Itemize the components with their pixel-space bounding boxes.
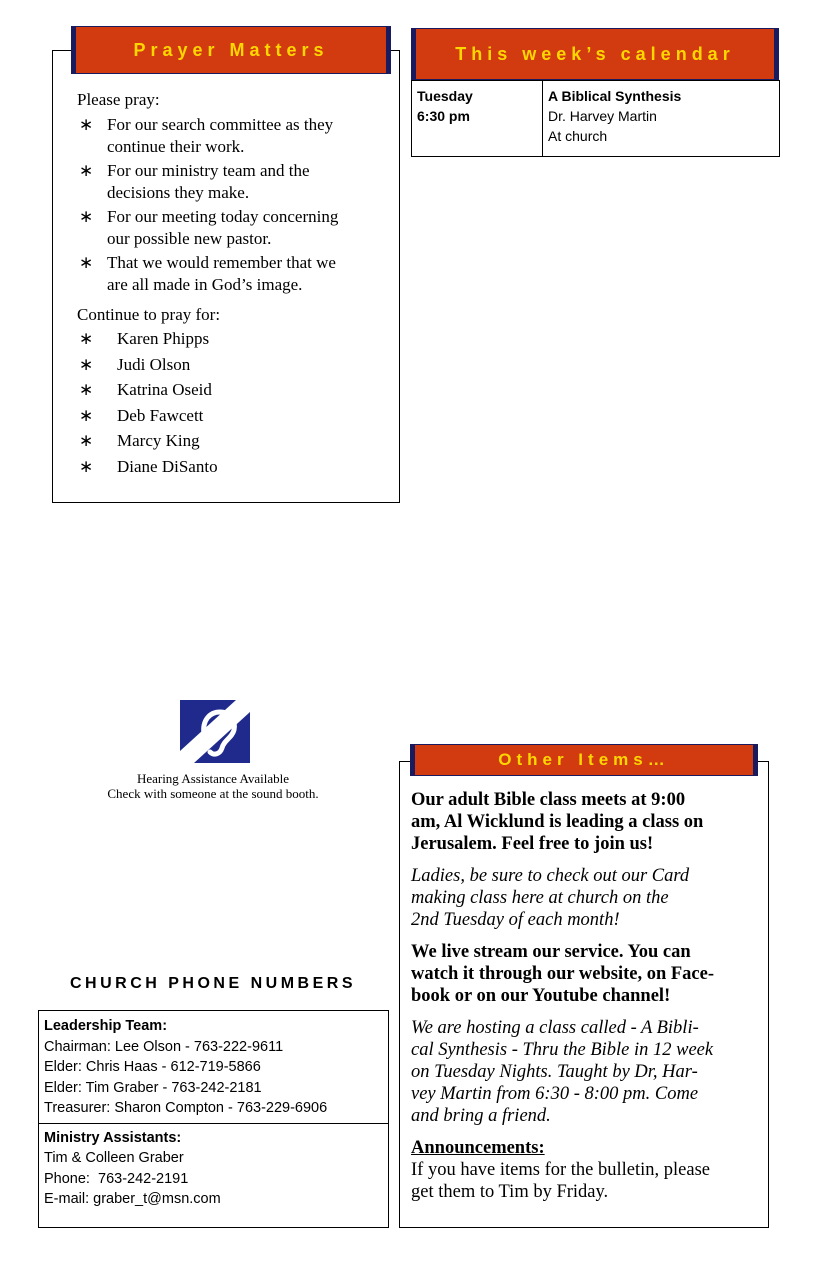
paragraph-line: get them to Tim by Friday. bbox=[411, 1182, 609, 1202]
prayer-item bbox=[77, 114, 387, 158]
prayer-name bbox=[77, 328, 387, 350]
leadership-number: 763-222-9611 bbox=[193, 1038, 284, 1055]
other-content bbox=[411, 789, 766, 1203]
prayer-item-line: For our meeting today concerning bbox=[107, 207, 339, 226]
asterisk-icon: ∗ bbox=[79, 354, 94, 374]
paragraph-line: 2nd Tuesday of each month! bbox=[411, 910, 620, 930]
paragraph-line: watch it through our website, on Face- bbox=[411, 964, 715, 984]
asterisk-icon: ∗ bbox=[79, 380, 94, 399]
prayer-name-text: Marcy King bbox=[117, 431, 200, 450]
prayer-name-text: Karen Phipps bbox=[117, 329, 210, 348]
leadership-number: 763-229-6906 bbox=[236, 1100, 328, 1116]
announcements-paragraph bbox=[411, 1137, 766, 1203]
leadership-role: Treasurer: Sharon Compton bbox=[44, 1100, 224, 1116]
prayer-item-line: For our search committee as they bbox=[107, 115, 334, 134]
prayer-item-line: That we would remember that we bbox=[107, 253, 336, 272]
leadership-role: Elder: Tim Graber bbox=[44, 1079, 159, 1096]
hearing-assistance-icon-graphic bbox=[180, 700, 250, 763]
hearing-line-2: Check with someone at the sound booth. bbox=[107, 786, 319, 801]
prayer-title: Prayer Matters bbox=[133, 40, 329, 60]
paragraph-line: We live stream our service. You can bbox=[411, 942, 691, 962]
paragraph-line: Jerusalem. Feel free to join us! bbox=[411, 834, 654, 854]
prayer-name-text: Deb Fawcett bbox=[117, 405, 204, 425]
calendar-time: 6:30 pm bbox=[417, 108, 470, 124]
synthesis-class-paragraph bbox=[411, 1017, 766, 1127]
calendar-event bbox=[543, 81, 780, 157]
ministry-phone: Phone: 763-242-2191 bbox=[44, 1170, 189, 1187]
calendar-table bbox=[411, 80, 780, 157]
prayer-intro: Please pray: bbox=[77, 90, 160, 109]
leadership-section bbox=[39, 1011, 388, 1124]
phone-heading: CHURCH PHONE NUMBERS bbox=[69, 975, 356, 992]
paragraph-line: Our adult Bible class meets at 9:00 bbox=[411, 790, 686, 810]
prayer-name-text: Katrina Oseid bbox=[117, 380, 212, 399]
prayer-item-line: decisions they make. bbox=[107, 183, 250, 202]
prayer-banner bbox=[71, 26, 391, 74]
announcements-label: Announcements: bbox=[411, 1138, 545, 1158]
asterisk-icon: ∗ bbox=[79, 431, 94, 450]
paragraph-line: Ladies, be sure to check out our Card bbox=[411, 866, 690, 886]
hearing-text bbox=[63, 771, 363, 801]
asterisk-icon: ∗ bbox=[79, 456, 94, 476]
paragraph-line: and bring a friend. bbox=[411, 1106, 551, 1126]
ministry-section bbox=[39, 1124, 388, 1214]
prayer-name bbox=[77, 379, 387, 401]
other-banner bbox=[410, 744, 758, 776]
prayer-name-text: Diane DiSanto bbox=[117, 456, 218, 476]
leadership-row: Elder: Tim Graber - 763-242-2181 bbox=[44, 1079, 262, 1096]
calendar-banner bbox=[411, 28, 779, 80]
prayer-content bbox=[77, 89, 387, 481]
phone-box bbox=[38, 1010, 389, 1228]
paragraph-line: making class here at church on the bbox=[411, 888, 669, 908]
calendar-when bbox=[412, 81, 543, 157]
prayer-item bbox=[77, 206, 387, 250]
live-stream-paragraph bbox=[411, 941, 766, 1007]
calendar-title: This week’s calendar bbox=[455, 44, 735, 64]
paragraph-line: If you have items for the bulletin, please bbox=[411, 1160, 710, 1180]
paragraph-line: cal Synthesis - Thru the Bible in 12 week bbox=[411, 1040, 714, 1060]
paragraph-line: am, Al Wicklund is leading a class on bbox=[411, 812, 704, 832]
paragraph-line: book or on our Youtube channel! bbox=[411, 986, 671, 1006]
asterisk-icon: ∗ bbox=[79, 115, 94, 134]
calendar-event-title: A Biblical Synthesis bbox=[548, 88, 682, 104]
leadership-row: Chairman: Lee Olson - 763-222-9611 bbox=[44, 1038, 284, 1055]
prayer-item-line: are all made in God’s image. bbox=[107, 275, 303, 294]
prayer-name-text: Judi Olson bbox=[117, 354, 191, 374]
prayer-name bbox=[77, 456, 387, 478]
prayer-item bbox=[77, 252, 387, 296]
paragraph-line: on Tuesday Nights. Taught by Dr, Har- bbox=[411, 1062, 698, 1082]
asterisk-icon: ∗ bbox=[79, 161, 94, 180]
other-title: Other Items… bbox=[498, 750, 670, 769]
leadership-label: Leadership Team: bbox=[44, 1018, 168, 1034]
ministry-email: E-mail: graber_t@msn.com bbox=[44, 1191, 221, 1207]
leadership-number: 612-719-5866 bbox=[170, 1059, 261, 1075]
leadership-row: Elder: Chris Haas - 612-719-5866 bbox=[44, 1059, 261, 1075]
leadership-number: 763-242-2181 bbox=[171, 1079, 262, 1096]
bible-class-paragraph bbox=[411, 789, 766, 855]
calendar-day: Tuesday bbox=[417, 88, 473, 104]
prayer-item-line: our possible new pastor. bbox=[107, 229, 272, 248]
leadership-role: Elder: Chris Haas bbox=[44, 1059, 158, 1075]
prayer-item-line: continue their work. bbox=[107, 137, 245, 156]
continue-label: Continue to pray for: bbox=[77, 305, 221, 324]
prayer-name bbox=[77, 430, 387, 452]
calendar-location: At church bbox=[548, 128, 608, 144]
prayer-name bbox=[77, 354, 387, 376]
asterisk-icon: ∗ bbox=[79, 329, 94, 348]
hearing-line-1: Hearing Assistance Available bbox=[136, 771, 290, 786]
asterisk-icon: ∗ bbox=[79, 207, 94, 226]
asterisk-icon: ∗ bbox=[79, 253, 94, 272]
leadership-role: Chairman: Lee Olson bbox=[44, 1038, 182, 1055]
ministry-label: Ministry Assistants: bbox=[44, 1129, 182, 1146]
prayer-item-line: For our ministry team and the bbox=[107, 161, 310, 180]
calendar-row bbox=[412, 81, 780, 157]
prayer-item bbox=[77, 160, 387, 204]
asterisk-icon: ∗ bbox=[79, 405, 94, 425]
ministry-names: Tim & Colleen Graber bbox=[44, 1150, 184, 1166]
paragraph-line: vey Martin from 6:30 - 8:00 pm. Come bbox=[411, 1084, 699, 1104]
leadership-row: Treasurer: Sharon Compton - 763-229-6906 bbox=[44, 1100, 328, 1116]
paragraph-line: We are hosting a class called - A Bibli- bbox=[411, 1018, 699, 1038]
prayer-name bbox=[77, 405, 387, 427]
hearing-assistance-icon bbox=[180, 700, 250, 763]
card-class-paragraph bbox=[411, 865, 766, 931]
calendar-speaker: Dr. Harvey Martin bbox=[548, 108, 657, 124]
